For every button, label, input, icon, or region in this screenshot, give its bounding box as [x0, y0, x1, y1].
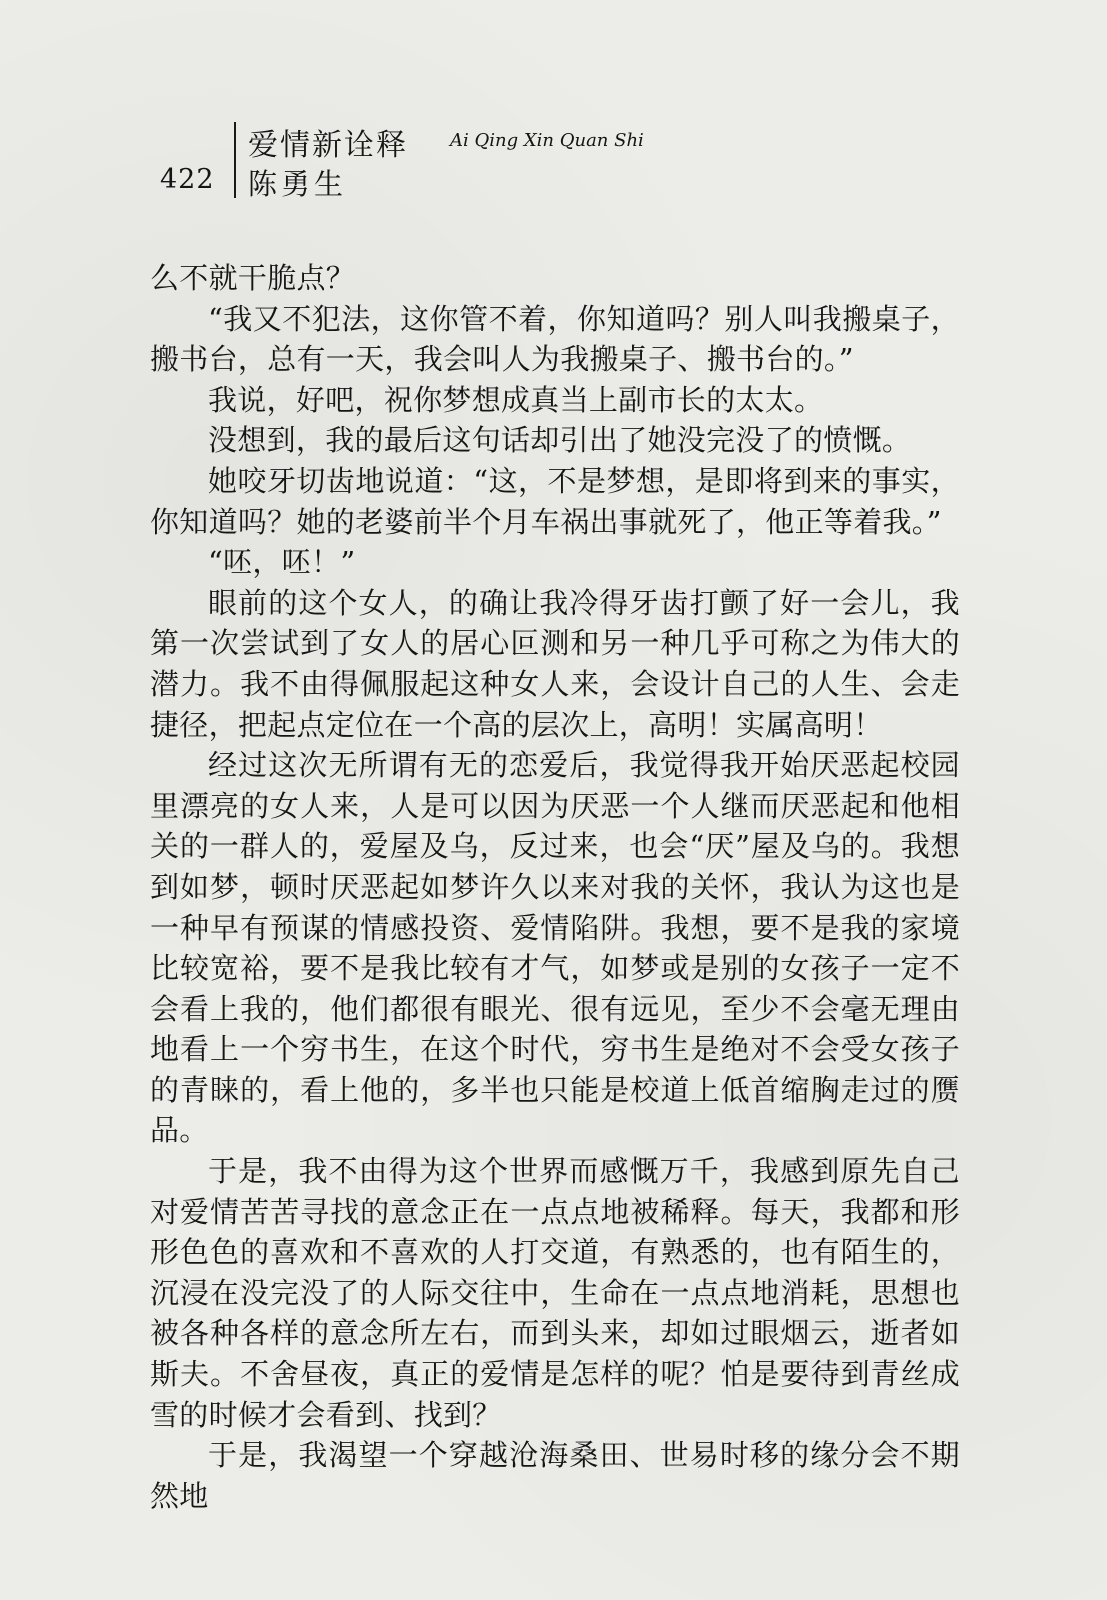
book-title-pinyin: Ai Qing Xin Quan Shi	[450, 130, 644, 151]
paragraph: 没想到，我的最后这句话却引出了她没完没了的愤慨。	[208, 423, 912, 458]
book-title: 爱情新诠释	[248, 128, 408, 163]
paragraph: 经过这次无所谓有无的恋爱后，我觉得我开始厌恶起校园里漂亮的女人来，人是可以因为厌恶一个人继而厌恶起和他相关的一群人的，爱屋及乌，反过来，也会“厌”屋及乌的。我想到如梦，顿时厌恶起如梦许久以来对我的关怀，我认为这也是一种早有预谋的情感投资、爱情陷阱。我想，要不是我的家境比较宽裕，要不是我比较有才气，如梦或是别的女孩子一定不会看上我的，他们都很有眼光、很有远见，至少不会毫无理由地看上一个穷书生，在这个时代，穷书生是绝对不会受女孩子的青睐的，看上他的，多半也只能是校道上低首缩胸走过的赝品。	[150, 748, 960, 1148]
paragraph: 她咬牙切齿地说道：“这，不是梦想，是即将到来的事实，你知道吗？她的老婆前半个月车祸出事就死了，他正等着我。”	[150, 463, 960, 539]
author-name: 陈勇生	[248, 167, 348, 201]
paragraph: 于是，我不由得为这个世界而感慨万千，我感到原先自己对爱情苦苦寻找的意念正在一点点地被稀释。每天，我都和形形色色的喜欢和不喜欢的人打交道，有熟悉的，也有陌生的，沉浸在没完没了的人际交往中，生命在一点点地消耗，思想也被各种各样的意念所左右，而到头来，却如过眼烟云，逝者如斯夫。不舍昼夜，真正的爱情是怎样的呢？怕是要待到青丝成雪的时候才会看到、找到？	[150, 1154, 960, 1432]
paragraph: 于是，我渴望一个穿越沧海桑田、世易时移的缘分会不期然地	[150, 1438, 960, 1513]
page-number: 422	[160, 164, 215, 195]
paragraph: “我又不犯法，这你管不着，你知道吗？别人叫我搬桌子，搬书台，总有一天，我会叫人为我搬桌子、搬书台的。”	[150, 301, 960, 377]
header-divider	[234, 122, 236, 198]
paragraph: 么不就干脆点？	[150, 261, 356, 295]
paragraph: 眼前的这个女人，的确让我冷得牙齿打颤了好一会儿，我第一次尝试到了女人的居心叵测和另一种几乎可称之为伟大的潜力。我不由得佩服起这种女人来，会设计自己的人生、会走捷径，把起点定位在一个高的层次上，高明！实属高明！	[150, 585, 960, 742]
running-header	[160, 118, 860, 204]
body-text	[150, 258, 960, 1516]
paragraph: 我说，好吧，祝你梦想成真当上副市长的太太。	[208, 382, 824, 417]
paragraph: “呸，呸！”	[208, 545, 356, 580]
